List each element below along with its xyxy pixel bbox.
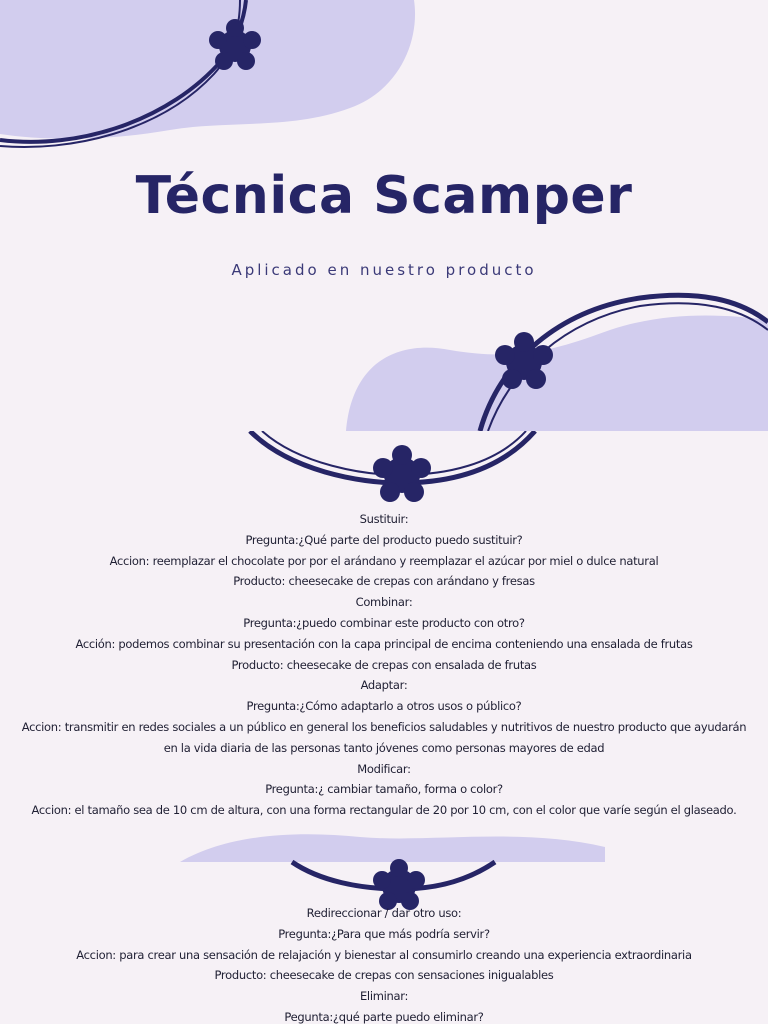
lavender-band bbox=[180, 834, 605, 862]
product-redireccionar: Producto: cheesecake de crepas con sensaciones inigualables bbox=[214, 968, 554, 983]
cover-page bbox=[0, 0, 768, 431]
action-combinar: Acción: podemos combinar su presentación con la capa principal de encima conteniendo una ensalada de frutas bbox=[75, 636, 693, 651]
question-eliminar: Pegunta:¿qué parte puedo eliminar? bbox=[284, 1009, 484, 1024]
question-redireccionar: Pregunta:¿Para que más podría servir? bbox=[278, 926, 490, 941]
heading-modificar: Modificar: bbox=[357, 761, 411, 776]
heading-sustituir: Sustituir: bbox=[359, 512, 409, 526]
heading-eliminar: Eliminar: bbox=[359, 989, 409, 1004]
action-sustituir: Accion: reemplazar el chocolate por por el arándano y reemplazar el azúcar por miel o dulce natural bbox=[109, 553, 659, 568]
question-combinar: Pregunta:¿puedo combinar este producto con otro? bbox=[243, 615, 525, 630]
lavender-blob-bottom-right bbox=[346, 316, 768, 431]
page-title: Técnica Scamper bbox=[135, 166, 633, 226]
page-subtitle: Aplicado en nuestro producto bbox=[231, 261, 537, 279]
action-adaptar: Accion: transmitir en redes sociales a un público en general los beneficios saludables y nutritivos de nuestro producto que ayudarán en la vida diaria de las personas tanto jóvenes como personas mayores de edad bbox=[21, 719, 747, 755]
heading-adaptar: Adaptar: bbox=[360, 678, 408, 693]
lavender-blob-top-left bbox=[0, 0, 415, 139]
scamper-section-1 bbox=[20, 509, 748, 821]
question-modificar: Pregunta:¿ cambiar tamaño, forma o color? bbox=[265, 782, 503, 797]
heading-redireccionar: Redireccionar / dar otro uso: bbox=[306, 906, 462, 920]
heading-combinar: Combinar: bbox=[355, 595, 413, 610]
action-redireccionar: Accion: para crear una sensación de relajación y bienestar al consumirlo creando una experiencia extraordinaria bbox=[76, 947, 692, 962]
scamper-section-2 bbox=[20, 903, 748, 1024]
question-sustituir: Pregunta:¿Qué parte del producto puedo sustituir? bbox=[245, 532, 523, 547]
product-combinar: Producto: cheesecake de crepas con ensalada de frutas bbox=[231, 657, 537, 672]
action-modificar: Accion: el tamaño sea de 10 cm de altura, con una forma rectangular de 20 por 10 cm, con el color que varíe según el glaseado. bbox=[31, 803, 737, 818]
content-page bbox=[0, 431, 768, 1024]
flower-icon bbox=[373, 445, 431, 502]
question-adaptar: Pregunta:¿Cómo adaptarlo a otros usos o público? bbox=[246, 699, 522, 714]
product-sustituir: Producto: cheesecake de crepas con arándano y fresas bbox=[233, 574, 535, 589]
